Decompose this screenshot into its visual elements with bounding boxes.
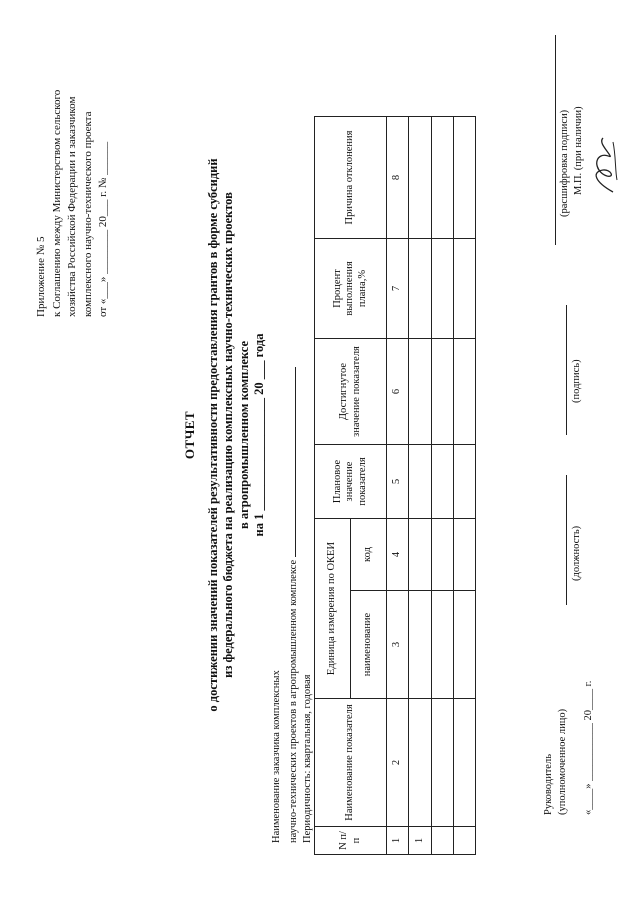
report-table <box>314 116 476 855</box>
table-cell <box>409 117 432 239</box>
customer-label: научно-технических проектов в агропромышленном комплексе <box>288 559 299 843</box>
table-cell <box>454 339 476 445</box>
report-title <box>182 135 268 735</box>
header-unit-code: код <box>351 519 387 591</box>
table-row <box>454 117 476 855</box>
table-cell <box>454 239 476 339</box>
table-cell <box>432 699 454 827</box>
handwritten-signature-mark <box>585 130 625 200</box>
signature-caption: (подпись) <box>571 359 582 403</box>
table-cell <box>454 699 476 827</box>
header-achieved: Достигнутое значение показателя <box>315 339 387 445</box>
signature-line <box>566 305 567 435</box>
column-number: 6 <box>387 339 409 445</box>
title-line: в агропромышленном комплексе <box>236 340 251 530</box>
table-cell <box>432 519 454 591</box>
table-row <box>432 117 454 855</box>
table-cell <box>432 445 454 519</box>
table-cell <box>432 239 454 339</box>
table-cell <box>409 339 432 445</box>
table-cell <box>409 591 432 699</box>
header-percent: Процент выполнения плана,% <box>315 239 387 339</box>
column-number: 5 <box>387 445 409 519</box>
column-number: 4 <box>387 519 409 591</box>
title-main: ОТЧЕТ <box>182 410 197 460</box>
report-date: «____» ___________ 20____ г. <box>583 680 594 815</box>
appendix-line: комплексного научно-технического проекта <box>81 111 94 317</box>
column-number: 7 <box>387 239 409 339</box>
title-line: из федерального бюджета на реализацию комплексных научно-технических проектов <box>221 192 235 678</box>
appendix-line: от «___» ________ 20___ г. № ______ <box>97 141 109 317</box>
table-cell <box>409 239 432 339</box>
column-numbering-row <box>387 117 409 855</box>
title-line: на 1 __________________ 20 ___ года <box>252 333 266 537</box>
table-cell <box>409 445 432 519</box>
customer-name-line <box>284 367 296 557</box>
column-number: 8 <box>387 117 409 239</box>
header-reason: Причина отклонения <box>315 117 387 239</box>
column-number: 2 <box>387 699 409 827</box>
table-row <box>409 117 432 855</box>
report-meta <box>270 203 315 843</box>
stamp-caption: М.П. (при наличии) <box>573 106 584 195</box>
head-label: Руководитель <box>543 754 554 815</box>
column-number: 1 <box>387 827 409 855</box>
title-line: о достижении значений показателей результативности предоставления грантов в форме субсидий <box>205 158 220 712</box>
table-cell <box>454 827 476 855</box>
position-caption: (должность) <box>571 525 582 581</box>
table-cell <box>432 827 454 855</box>
header-unit-name: наименование <box>351 591 387 699</box>
decode-caption: (расшифровка подписи) <box>559 109 570 217</box>
header-planned: Плановое значение показателя <box>315 445 387 519</box>
header-name: Наименование показателя <box>315 699 387 827</box>
table-cell <box>409 519 432 591</box>
appendix-line: к Соглашению между Министерством сельского <box>50 89 63 317</box>
header-unit: Единица измерения по ОКЕИ <box>315 519 351 699</box>
table-cell <box>432 117 454 239</box>
column-number: 3 <box>387 591 409 699</box>
table-cell <box>454 519 476 591</box>
table-cell <box>409 699 432 827</box>
table-cell <box>454 591 476 699</box>
customer-label: Наименование заказчика комплексных <box>271 670 282 843</box>
table-cell <box>454 117 476 239</box>
table-cell: 1 <box>409 827 432 855</box>
appendix-line: хозяйства Российской Федерации и заказчиком <box>66 96 78 317</box>
position-line <box>566 475 567 605</box>
appendix-line: Приложение № 5 <box>35 236 47 317</box>
authorized-label: (уполномоченное лицо) <box>557 708 568 815</box>
appendix-header <box>34 17 112 317</box>
table-cell <box>432 591 454 699</box>
decode-line <box>555 35 556 245</box>
header-num: N п/п <box>315 827 387 855</box>
periodicity: Периодичность: квартальная, годовая <box>302 674 313 843</box>
table-cell <box>454 445 476 519</box>
table-cell <box>432 339 454 445</box>
